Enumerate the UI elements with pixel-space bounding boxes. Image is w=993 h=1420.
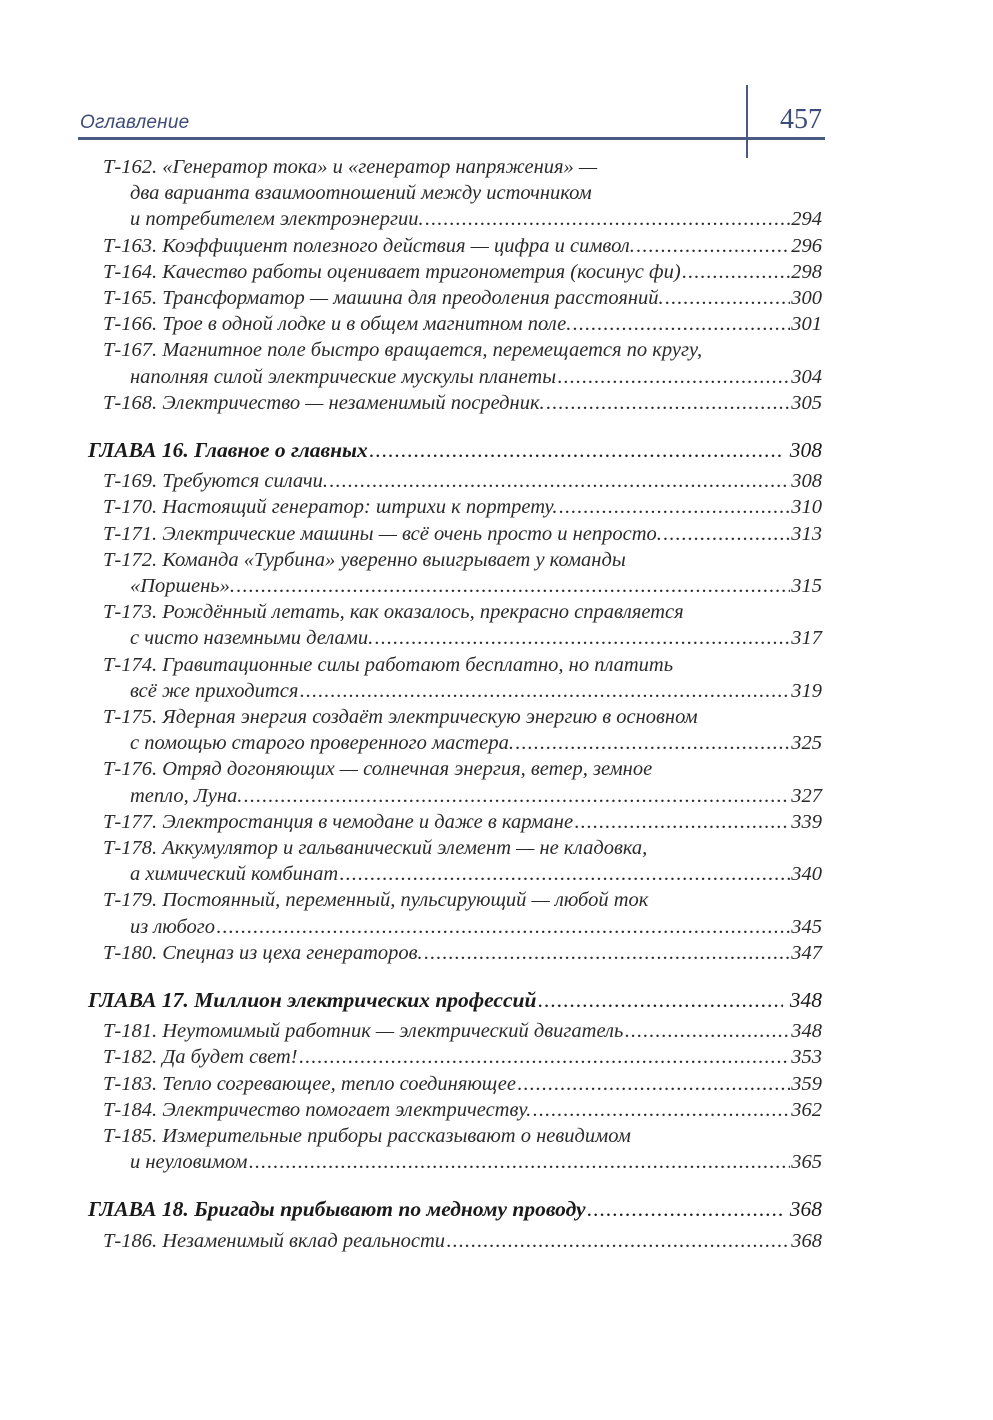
toc-entry-title: Т-164. Качество работы оценивает тригонометрия (косинус фи): [103, 260, 681, 283]
toc-entry-title: Т-178. Аккумулятор и гальванический элемент — не кладовка,: [103, 837, 648, 859]
dot-leader: [248, 1151, 790, 1174]
toc-entry: [103, 1099, 822, 1125]
toc-page-number: 319: [791, 679, 822, 702]
toc-entry-title: из любого: [130, 915, 216, 938]
toc-chapter: [88, 1197, 822, 1223]
dot-leader: [665, 287, 791, 310]
toc-entry-title: Т-173. Рождённый летать, как оказалось, прекрасно справляется: [103, 601, 684, 624]
toc-entry: [103, 313, 822, 339]
toc-page-number: 300: [791, 287, 822, 309]
toc-entry-title: два варианта взаимоотношений между источником: [130, 182, 592, 205]
toc-entry-title: Т-168. Электричество — незаменимый посредник.: [103, 391, 545, 414]
toc-entry-title: Т-180. Спецназ из цеха генераторов.: [103, 941, 423, 964]
header-vertical-rule: [746, 85, 748, 158]
toc-entry-continuation: [130, 732, 822, 758]
toc-page-number: 340: [791, 863, 822, 886]
toc-entry: [103, 1073, 822, 1099]
toc-entry: [103, 889, 822, 915]
toc-page-number: 362: [791, 1098, 822, 1121]
toc-entry-continuation: [130, 182, 822, 208]
toc-entry: [103, 1046, 822, 1072]
toc-page-number: 298: [791, 260, 822, 283]
toc-entry: [103, 811, 822, 837]
toc-entry-title: Т-177. Электростанция в чемодане и даже в кармане: [103, 810, 574, 833]
toc-entry: [103, 837, 822, 863]
toc-entry: [103, 470, 822, 496]
dot-leader: [574, 811, 790, 834]
dot-leader: [517, 1073, 790, 1096]
toc-entry-title: Т-179. Постоянный, переменный, пульсирующий — любой ток: [103, 889, 649, 912]
toc-entry: [103, 339, 822, 365]
toc-entry-title: Т-166. Трое в одной лодке и в общем магнитном поле.: [103, 313, 572, 336]
toc-entry: [103, 523, 822, 549]
dot-leader: [299, 1046, 791, 1069]
toc-page-number: 348: [789, 988, 822, 1012]
toc-entry: [103, 156, 822, 182]
dot-leader: [329, 470, 790, 493]
dot-leader: [587, 1197, 783, 1222]
toc-entry-title: ГЛАВА 17. Миллион электрических профессий: [88, 988, 537, 1012]
toc-page-number: 327: [791, 784, 822, 807]
dot-leader: [374, 627, 790, 650]
toc-page-number: 308: [791, 470, 822, 493]
toc-page-number: 310: [791, 496, 822, 519]
toc-page-number: 308: [789, 438, 822, 462]
toc-entry: [103, 392, 822, 418]
toc-page-number: 368: [789, 1197, 822, 1222]
toc-page-number: 365: [791, 1151, 822, 1174]
toc-entry: [103, 1020, 822, 1046]
dot-leader: [299, 680, 790, 703]
toc-page-number: 348: [791, 1020, 822, 1043]
toc-entry: [103, 549, 822, 575]
toc-entry-continuation: [130, 208, 822, 234]
toc-entry-continuation: [130, 785, 822, 811]
dot-leader: [546, 392, 791, 415]
dot-leader: [216, 916, 790, 939]
toc-entry-title: с помощью старого проверенного мастера.: [130, 732, 514, 755]
toc-page-number: 339: [791, 810, 822, 833]
toc-entry-title: Т-171. Электрические машины — всё очень просто и непросто.: [103, 522, 662, 545]
toc-entry-title: всё же приходится: [130, 679, 299, 702]
toc-entry-title: Т-163. Коэффициент полезного действия — цифра и символ.: [103, 234, 635, 257]
toc-entry-title: Т-175. Ядерная энергия создаёт электрическую энергию в основном: [103, 706, 698, 728]
toc-entry-title: ГЛАВА 18. Бригады прибывают по медному проводу: [88, 1197, 586, 1222]
toc-chapter: [88, 438, 822, 464]
toc-page-number: 368: [791, 1229, 822, 1252]
toc-entry: [103, 942, 822, 968]
dot-leader: [369, 438, 783, 463]
dot-leader: [243, 785, 790, 808]
toc-entry: [103, 706, 822, 732]
toc-entry-continuation: [130, 863, 822, 889]
toc-page-number: 359: [791, 1072, 822, 1095]
toc-entry: [103, 1230, 822, 1256]
toc-page-number: 317: [791, 627, 822, 650]
toc-entry: [103, 496, 822, 522]
dot-leader: [537, 988, 782, 1013]
dot-leader: [424, 942, 791, 965]
running-header-title: Оглавление: [80, 112, 190, 133]
toc-entry-continuation: [130, 366, 822, 392]
dot-leader: [236, 575, 790, 598]
toc-entry-title: а химический комбинат: [130, 863, 339, 886]
toc-page-number: 296: [791, 234, 822, 257]
toc-page-number: 315: [791, 575, 822, 597]
toc-entry-title: с чисто наземными делами.: [130, 627, 374, 650]
toc-entry: [103, 758, 822, 784]
toc-page-number: 294: [791, 208, 822, 231]
toc-page-number: 353: [791, 1046, 822, 1069]
toc-entry-continuation: [130, 1151, 822, 1177]
toc-entry-title: Т-181. Неутомимый работник — электрический двигатель: [103, 1020, 624, 1043]
toc-entry-title: Т-174. Гравитационные силы работают бесплатно, но платить: [103, 653, 674, 676]
toc-entry-title: Т-182. Да будет свет!: [103, 1046, 298, 1069]
toc-page-number: 347: [791, 941, 822, 964]
dot-leader: [663, 523, 790, 546]
toc-page-number: 345: [791, 915, 822, 938]
toc-entry-title: Т-176. Отряд догоняющих — солнечная энергия, ветер, земное: [103, 758, 653, 781]
toc-entry-title: наполняя силой электрические мускулы планеты: [130, 365, 557, 388]
toc-entry-title: Т-185. Измерительные приборы рассказывают о невидимом: [103, 1125, 631, 1147]
dot-leader: [572, 313, 790, 336]
toc-entry: [103, 1125, 822, 1151]
dot-leader: [682, 261, 791, 284]
toc-page-number: 325: [791, 732, 822, 755]
dot-leader: [425, 208, 791, 231]
toc-entry-title: Т-172. Команда «Турбина» уверенно выигрывает у команды: [103, 548, 626, 571]
dot-leader: [446, 1230, 790, 1253]
toc-entry: [103, 601, 822, 627]
toc-entry-continuation: [130, 627, 822, 653]
dot-leader: [636, 235, 790, 258]
toc-page-number: 313: [791, 522, 822, 545]
toc-entry-title: и неуловимом: [130, 1151, 248, 1174]
toc-entry-title: тепло, Луна.: [130, 784, 243, 807]
dot-leader: [624, 1020, 790, 1043]
page-number: 457: [780, 104, 822, 135]
dot-leader: [557, 366, 790, 389]
dot-leader: [339, 863, 790, 886]
toc-entry-title: «Поршень».: [130, 575, 236, 597]
toc-entry-title: Т-186. Незаменимый вклад реальности: [103, 1229, 446, 1252]
toc-page-number: 305: [791, 391, 822, 414]
toc-entry-title: Т-165. Трансформатор — машина для преодоления расстояний.: [103, 287, 664, 309]
header-horizontal-rule: [78, 137, 825, 140]
toc-entry-title: Т-170. Настоящий генератор: штрихи к портрету.: [103, 496, 558, 519]
toc-chapter: [88, 988, 822, 1014]
dot-leader: [558, 496, 790, 519]
toc-entry: [103, 654, 822, 680]
toc-entry-continuation: [130, 916, 822, 942]
toc-entry: [103, 261, 822, 287]
toc-entry-title: Т-184. Электричество помогает электричеству.: [103, 1098, 532, 1121]
toc-entry-title: Т-162. «Генератор тока» и «генератор напряжения» —: [103, 156, 598, 178]
toc-entry-title: ГЛАВА 16. Главное о главных: [88, 438, 368, 462]
toc-entry-title: Т-183. Тепло согревающее, тепло соединяющее: [103, 1072, 516, 1095]
toc-entry-title: и потребителем электроэнергии.: [130, 208, 424, 231]
dot-leader: [515, 732, 790, 755]
toc-entry: [103, 235, 822, 261]
toc-page-number: 304: [791, 365, 822, 388]
toc-entry-continuation: [130, 575, 822, 601]
toc-entry: [103, 287, 822, 313]
toc-entry-continuation: [130, 680, 822, 706]
toc-page-number: 301: [791, 313, 822, 336]
toc-entry-title: Т-167. Магнитное поле быстро вращается, перемещается по кругу,: [103, 339, 703, 362]
dot-leader: [532, 1099, 790, 1122]
toc-entry-title: Т-169. Требуются силачи.: [103, 470, 329, 493]
